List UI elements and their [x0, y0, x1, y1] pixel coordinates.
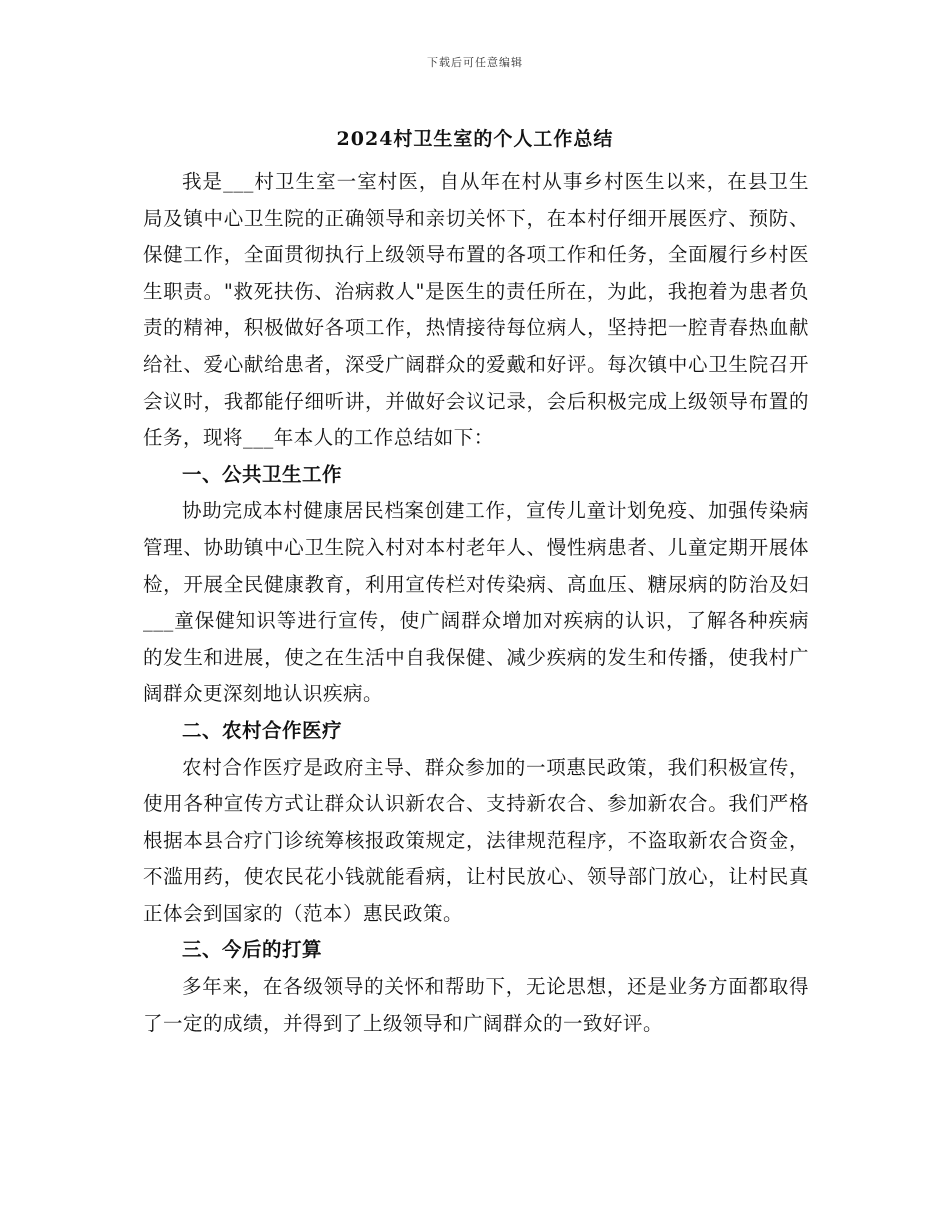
document-body — [143, 164, 809, 1042]
section-heading-future-plans: 三、今后的打算 — [182, 938, 323, 962]
header-note: 下载后可任意编辑 — [427, 56, 523, 69]
section-heading-public-health: 一、公共卫生工作 — [182, 462, 343, 486]
section-heading-rural-cooperative-medical: 二、农村合作医疗 — [182, 718, 343, 742]
section-body-rural-cooperative-medical: 农村合作医疗是政府主导、群众参加的一项惠民政策，我们积极宣传，使用各种宣传方式让群众认识新农合、支持新农合、参加新农合。我们严格根据本县合疗门诊统筹核报政策规定，法律规范程序，不盗取新农合资金，不滥用药，使农民花小钱就能看病，让村民放心、领导部门放心，让村民真正体会到国家的（范本）惠民政策。 — [143, 755, 809, 925]
document-title: 2024村卫生室的个人工作总结 — [336, 128, 614, 150]
section-body-public-health: 协助完成本村健康居民档案创建工作，宣传儿童计划免疫、加强传染病管理、协助镇中心卫生院入村对本村老年人、慢性病患者、儿童定期开展体检，开展全民健康教育，利用宣传栏对传染病、高血压、糖尿病的防治及妇___童保健知识等进行宣传，使广阔群众增加对疾病的认识，了解各种疾病的发生和进展，使之在生活中自我保健、减少疾病的发生和传播，使我村广阔群众更深刻地认识疾病。 — [143, 499, 809, 706]
section-body-future-plans: 多年来，在各级领导的关怀和帮助下，无论思想，还是业务方面都取得了一定的成绩，并得到了上级领导和广阔群众的一致好评。 — [143, 975, 809, 1035]
intro-paragraph: 我是___村卫生室一室村医，自从年在村从事乡村医生以来，在县卫生局及镇中心卫生院的正确领导和亲切关怀下，在本村仔细开展医疗、预防、保健工作，全面贯彻执行上级领导布置的各项工作和任务，全面履行乡村医生职责。"救死扶伤、治病救人"是医生的责任所在，为此，我抱着为患者负责的精神，积极做好各项工作，热情接待每位病人，坚持把一腔青春热血献给社、爱心献给患者，深受广阔群众的爱戴和好评。每次镇中心卫生院召开会议时，我都能仔细听讲，并做好会议记录，会后积极完成上级领导布置的任务，现将___年本人的工作总结如下： — [143, 170, 809, 450]
